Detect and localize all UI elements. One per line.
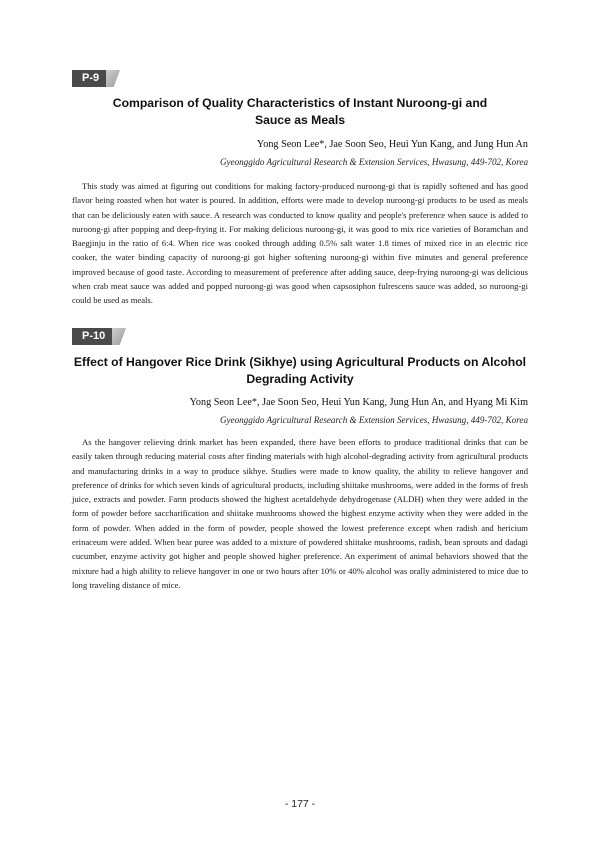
abstract-body: As the hangover relieving drink market has been expanded, there have been efforts to produce traditional drinks that can be easily taken through reducing material costs after finding materials with high alcohol-degrading activity from agricultural products and manufacturing drinks in a way to produce sikhye. Studies were made to know quality, the ability to relieve hangover and preference of drinks for which seven kinds of agricultural products, including shiitake mushrooms, were added in the forms of fresh juice, extracts and powder. Farm products showed the highest acetaldehyde dehydrogenase (ALDH) when they were added in the form of powder before saccharification and shiitake mushrooms showed the highest enzyme activity when they were added in the form of powder. When added in the form of powder, people showed the lowest preference except when radish and hericium erinaceum were added. When bear puree was added to a mixture of powdered shiitake mushrooms, radish, bean sprouts and dadagi cucumber, enzyme activity got higher and people showed higher preference. An experiment of animal behaviors showed that the mixture had a high ability to relieve hangover in one or two hours after 10% or 40% alcohol was orally administered to mice due to long traveling distance of mice. [72, 437, 528, 590]
section-code: P-9 [72, 70, 107, 87]
affiliation: Gyeonggido Agricultural Research & Extension Services, Hwasung, 449-702, Korea [219, 415, 528, 425]
author-list: Yong Seon Lee*, Jae Soon Seo, Heui Yun Kang, Jung Hun An, and Hyang Mi Kim [189, 397, 528, 408]
abstract-title-line2: Degrading Activity [246, 372, 354, 386]
abstract-title-line1: Comparison of Quality Characteristics of Instant Nuroong-gi and [112, 96, 488, 110]
abstract-title-line2: Sauce as Meals [254, 113, 346, 127]
affiliation: Gyeonggido Agricultural Research & Extension Services, Hwasung, 449-702, Korea [219, 157, 528, 167]
badge-slant-decoration [106, 70, 120, 87]
author-list: Yong Seon Lee*, Jae Soon Seo, Heui Yun Kang, and Jung Hun An [256, 139, 528, 150]
badge-slant-decoration [112, 328, 126, 345]
section-code: P-10 [72, 328, 113, 345]
abstract-body: This study was aimed at figuring out conditions for making factory-produced nuroong-gi that is rapidly softened and has good flavor being roasted when hot water is poured. In addition, efforts were made to develop nuroong-gi products to be used as meals that can be deliciously eaten with sauce. A research was conducted to know quality and people's preference when sauce is added to nuroong-gi after popping and deep-frying it. For making delicious nuroong-gi, it was good to mix rice varieties of Boramchan and Baegjinju in the ratio of 6:4. When rice was cooked through adding 0.5% salt water 1.8 times of mixed rice in an electric rice cooker, the water binding capacity of nuroong-gi got higher softening nuroong-gi within five minutes and general preference improved because of good taste. According to measurement of preference after adding sauce, deep-frying nuroong-gi was delicious when crab meat sauce was added and popped nuroong-gi was good when capsosiphon fulrescens sauce was added, so nuroong-gi could be used as meals. [72, 181, 528, 306]
page-number: - 177 - [284, 798, 316, 810]
abstract-title-line1: Effect of Hangover Rice Drink (Sikhye) using Agricultural Products on Alcohol [73, 355, 527, 369]
